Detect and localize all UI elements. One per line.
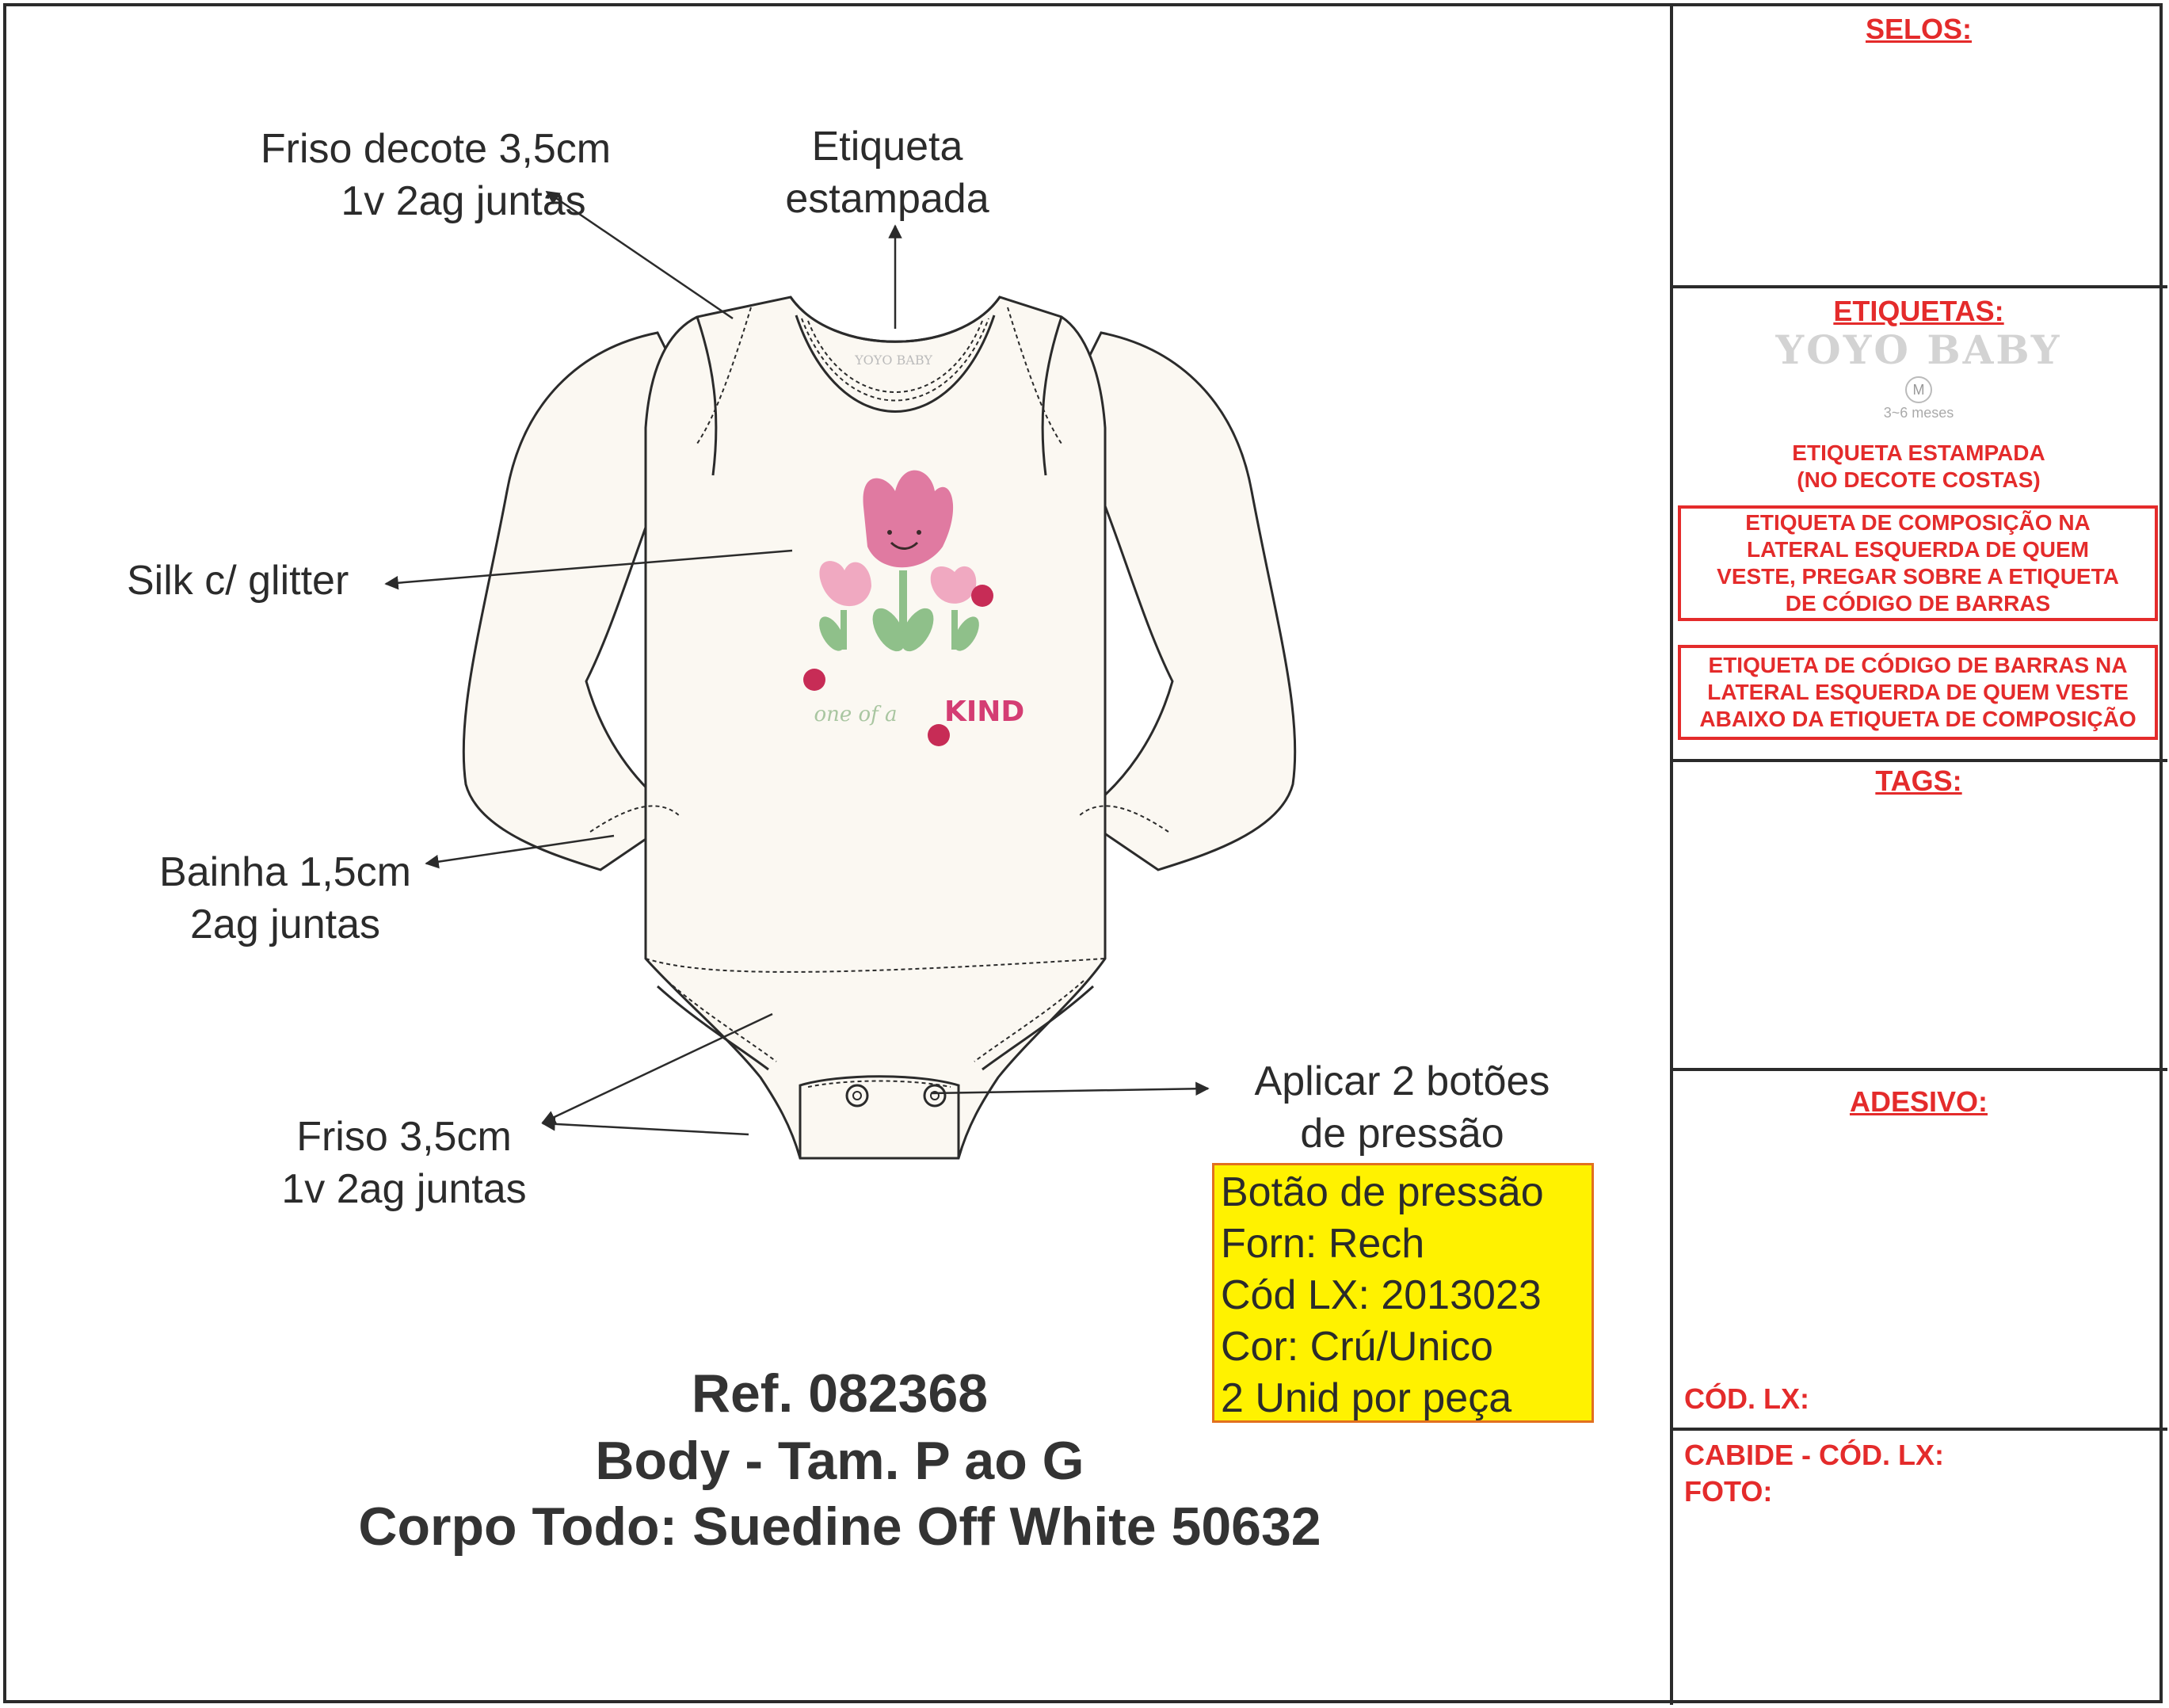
neck-label-text: YOYO BABY xyxy=(855,353,932,368)
callout-line: 2ag juntas xyxy=(190,902,380,947)
snap-button xyxy=(847,1085,867,1106)
callout-bainha xyxy=(119,846,452,951)
callout-silk xyxy=(127,555,388,607)
callout-line: Friso decote 3,5cm xyxy=(260,126,612,172)
brand-label-size: M xyxy=(1905,376,1932,403)
note-line: ETIQUETA ESTAMPADA xyxy=(1792,440,2045,465)
product-name: Body - Tam. P ao G xyxy=(595,1431,1084,1491)
callout-line: Friso 3,5cm xyxy=(296,1114,512,1160)
print-text-bold: KIND xyxy=(944,696,1025,728)
codigo-barras-box xyxy=(1678,645,2158,740)
box-line: DE CÓDIGO DE BARRAS xyxy=(1785,591,2051,616)
snap-button xyxy=(924,1085,945,1106)
tags-title: TAGS: xyxy=(1875,764,1962,797)
callout-friso-decote xyxy=(158,123,713,227)
sidebar-divider-2 xyxy=(1672,759,2167,762)
callout-line: Etiqueta xyxy=(811,124,963,170)
note-line: (NO DECOTE COSTAS) xyxy=(1797,467,2041,492)
sidebar-divider-4 xyxy=(1672,1428,2167,1431)
callout-friso xyxy=(238,1111,570,1215)
callout-line: Bainha 1,5cm xyxy=(159,849,411,895)
callout-line: Aplicar 2 botões xyxy=(1254,1058,1550,1104)
box-line: VESTE, PREGAR SOBRE A ETIQUETA xyxy=(1717,564,2119,589)
cod-lx-label: CÓD. LX: xyxy=(1684,1382,1809,1415)
body-shape xyxy=(646,297,1105,1158)
brand-label xyxy=(1673,326,2164,421)
callout-line: de pressão xyxy=(1300,1111,1504,1157)
adesivo-title: ADESIVO: xyxy=(1849,1085,1988,1118)
sidebar-divider-3 xyxy=(1672,1068,2167,1071)
spec-line: Cód LX: 2013023 xyxy=(1221,1272,1542,1318)
box-line: ETIQUETA DE CÓDIGO DE BARRAS NA xyxy=(1708,653,2128,677)
product-fabric: Corpo Todo: Suedine Off White 50632 xyxy=(358,1496,1321,1557)
cabide-label: CABIDE - CÓD. LX: xyxy=(1684,1439,1944,1471)
composicao-box xyxy=(1678,505,2158,621)
spec-line: Botão de pressão xyxy=(1221,1169,1544,1215)
box-line: LATERAL ESQUERDA DE QUEM xyxy=(1747,537,2089,562)
callout-etiqueta-estampada xyxy=(729,120,1046,225)
box-line: ABAIXO DA ETIQUETA DE COMPOSIÇÃO xyxy=(1699,707,2137,731)
brand-label-age: 3~6 meses xyxy=(1883,405,1954,421)
callout-botoes xyxy=(1220,1055,1584,1160)
callout-line: 1v 2ag juntas xyxy=(281,1166,527,1212)
callout-line: Silk c/ glitter xyxy=(127,558,349,604)
box-line: LATERAL ESQUERDA DE QUEM VESTE xyxy=(1707,680,2129,704)
box-line: ETIQUETA DE COMPOSIÇÃO NA xyxy=(1745,510,2091,535)
etiquetas-title: ETIQUETAS: xyxy=(1833,295,2004,327)
foto-label: FOTO: xyxy=(1684,1475,1773,1508)
spec-line: Cor: Crú/Unico xyxy=(1221,1324,1493,1370)
callout-line: 1v 2ag juntas xyxy=(341,178,586,224)
callout-line: estampada xyxy=(785,176,989,222)
spec-line: Forn: Rech xyxy=(1221,1221,1425,1267)
brand-label-name: YOYO BABY xyxy=(1775,326,2062,373)
selos-title: SELOS: xyxy=(1865,13,1972,45)
product-ref: Ref. 082368 xyxy=(691,1363,989,1424)
etiqueta-estampada-note xyxy=(1673,440,2164,494)
sidebar-divider-1 xyxy=(1672,285,2167,288)
spec-line: 2 Unid por peça xyxy=(1221,1375,1512,1421)
print-text-script: one of a xyxy=(814,703,898,726)
